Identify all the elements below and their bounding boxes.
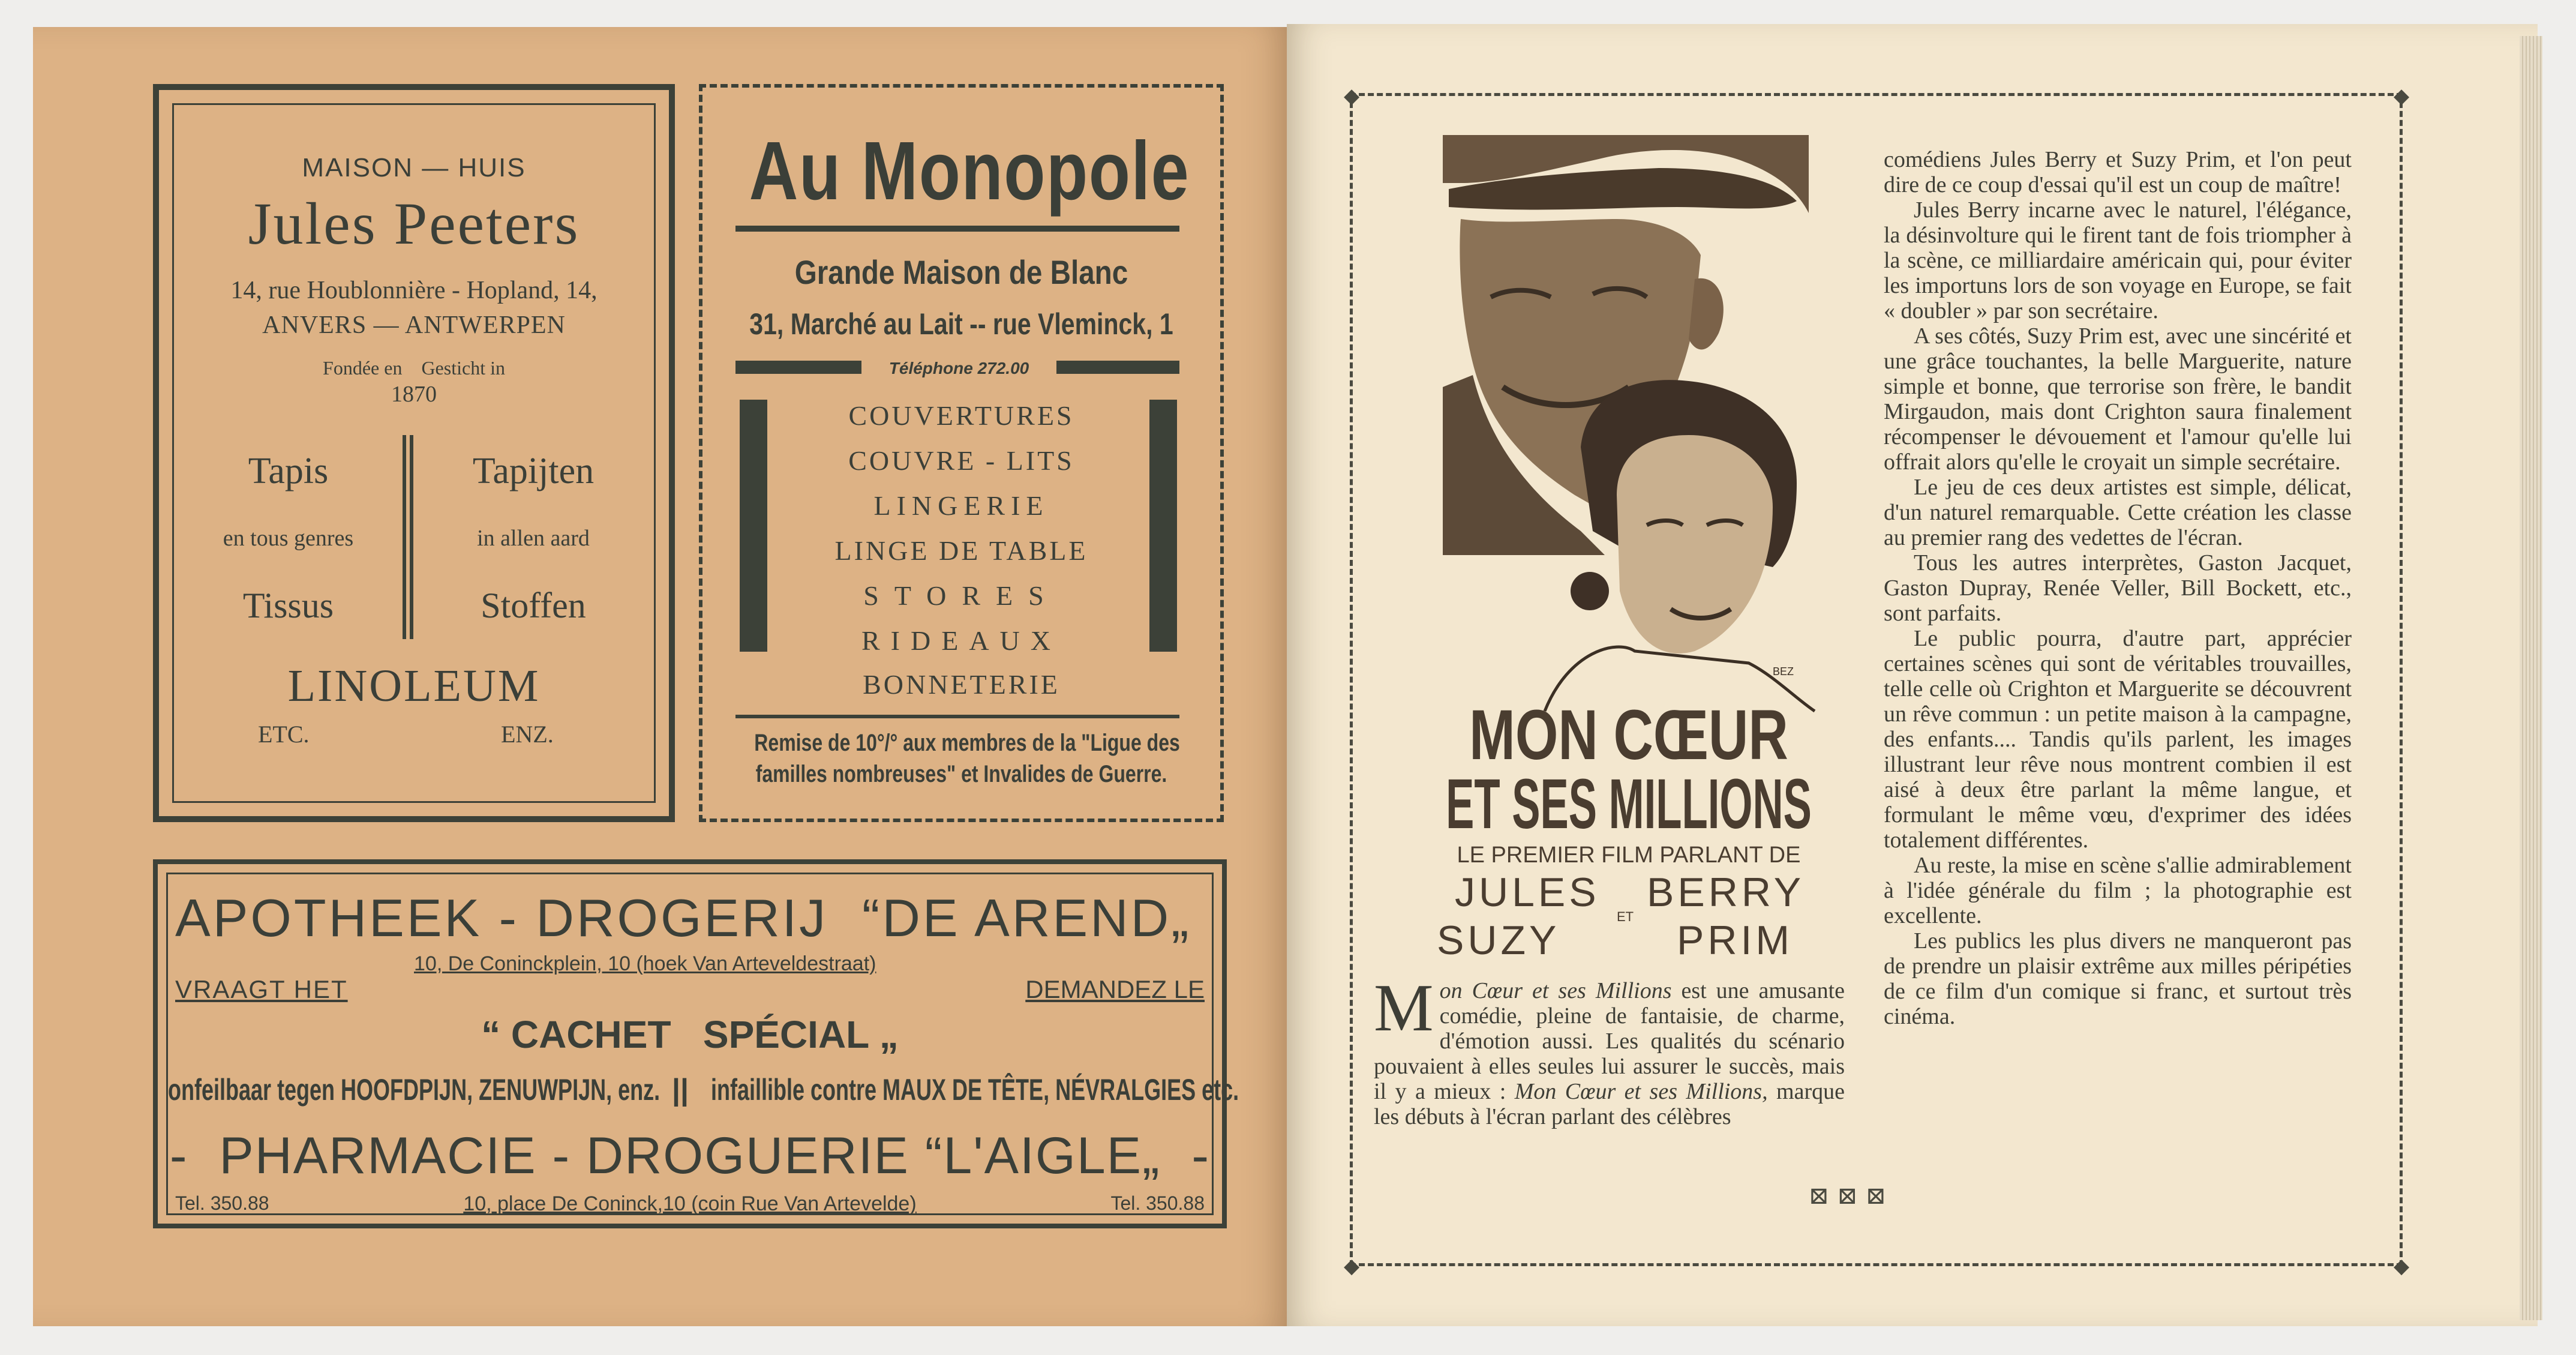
monopole-phone-bar-right: [1056, 361, 1179, 374]
monopole-item-rideaux: RIDEAUX: [861, 625, 1061, 656]
peeters-linoleum: LINOLEUM: [287, 661, 541, 711]
monopole-rule-top: [735, 226, 1179, 232]
peeters-tous-genres: en tous genres: [223, 526, 354, 551]
article-paragraph: Jules Berry incarne avec le naturel, l'élégance, la désinvolture qui le firent tant de fois triompher à la scène, ce milliardaire américain qui, pour éviter les importuns lors de son voyage en Europe, se fait « doubler » par son secrétaire.: [1884, 197, 2352, 323]
poster-actor-1b: BERRY: [1647, 870, 1805, 915]
arend-demandez: DEMANDEZ LE: [1025, 975, 1205, 1003]
peeters-name: Jules Peeters: [248, 190, 580, 257]
ad-de-arend: [153, 859, 1239, 1228]
article-intro: [1374, 971, 1845, 1129]
monopole-item-couvertures: COUVERTURES: [848, 400, 1074, 431]
corner-ornament-br: ◆: [2394, 1254, 2410, 1278]
poster-actor-2b: PRIM: [1677, 918, 1793, 963]
monopole-item-bonneterie: BONNETERIE: [863, 669, 1060, 700]
article-paragraph: comédiens Jules Berry et Suzy Prim, et l'on peut dire de ce coup d'essai qu'il est un coup de maître!: [1884, 147, 2352, 197]
monopole-item-lingerie: LINGERIE: [873, 490, 1049, 521]
poster-title-line-1: MON CŒUR: [1469, 696, 1788, 775]
poster-signature: BEZ: [1773, 665, 1794, 678]
peeters-enz: ENZ.: [501, 721, 554, 748]
ad-jules-peeters: [153, 84, 675, 822]
monopole-rule-bottom: [735, 715, 1179, 718]
monopole-phone-bar-left: [735, 361, 861, 374]
film-poster: [1437, 135, 1821, 963]
poster-et: ET: [1617, 909, 1634, 924]
arend-cachet: “ CACHET SPÉCIAL „: [481, 1013, 899, 1056]
corner-ornament-bl: ◆: [1344, 1254, 1360, 1278]
article-paragraph: Le public pourra, d'autre part, apprécier certaines scènes qui sont de véritables trouvailles, telle celle où Crighton et Marguerite se découvrent un rêve commun : un petite maison à la campagne, des enfants.... Tandis qu'ils parlent, les images illustrant leur rêve nous montrent combien il est aisé à deux être parlant la même langue, et formulant le même vœu, d'exprimer des idées totalement différentes.: [1884, 626, 2352, 853]
article-paragraph: Le jeu de ces deux artistes est simple, délicat, d'un naturel remarquable. Cette création les classe au premier rang des vedettes de l'écran.: [1884, 475, 2352, 550]
monopole-item-linge-de-table: LINGE DE TABLE: [834, 535, 1088, 566]
monopole-item-couvre-lits: COUVRE - LITS: [848, 445, 1074, 476]
arend-separator: ||: [672, 1073, 689, 1107]
monopole-address: 31, Marché au Lait -- rue Vleminck, 1: [749, 307, 1173, 341]
article-intro-end: marque les débuts à l'écran parlant des célèbres: [1374, 1079, 1845, 1129]
article-intro-italic-2: Mon Cœur et ses Millions,: [1514, 1079, 1768, 1104]
poster-tagline: LE PREMIER FILM PARLANT DE: [1457, 843, 1801, 868]
corner-ornament-tl: ◆: [1344, 84, 1360, 108]
peeters-stoffen: Stoffen: [481, 586, 586, 625]
ad-au-monopole: [699, 84, 1224, 822]
arend-pharmacie: - PHARMACIE - DROGUERIE “L'AIGLE„ -: [169, 1127, 1211, 1185]
arend-tel-left: Tel. 350.88: [175, 1192, 269, 1214]
peeters-etc: ETC.: [258, 721, 310, 748]
article-paragraph: Les publics les plus divers ne manqueront pas de prendre un plaisir extrême aux milles péripéties de ce film d'un comique si franc, et surtout très cinéma.: [1884, 928, 2352, 1029]
monopole-phone: Téléphone 272.00: [888, 359, 1029, 377]
monopole-side-bar-left: [740, 400, 767, 652]
peeters-tapijten: Tapijten: [472, 451, 595, 491]
article-intro-text: est une amusante comédie, pleine de fantaisie, de charme, d'émotion aussi. Les qualités du scénario pouvaient à elles seules lui assurer le succès, mais il y a mieux :: [1374, 978, 1845, 1104]
article-end-ornament: ⊠⊠⊠: [1809, 1182, 1895, 1210]
page-edges: [2520, 36, 2542, 1320]
peeters-tissus: Tissus: [242, 586, 334, 625]
ad-peeters-inner-border: [172, 103, 656, 803]
article-paragraph: A ses côtés, Suzy Prim est, avec une sincérité et une grâce touchantes, la belle Marguerite, nature simple et bonne, que terrorise son frère, le bandit Mirgaudon, mais dont Crighton saura finalement récompenser le dévouement et l'amour qu'elle lui offrait alors qu'elle le croyait un simple secrétaire.: [1884, 323, 2352, 475]
article-intro-italic: on Cœur et ses Millions: [1439, 978, 1672, 1003]
arend-claim-nl: onfeilbaar tegen HOOFDPIJN, ZENUWPIJN, enz.: [168, 1073, 660, 1107]
article-column: [1884, 147, 2352, 1029]
peeters-year: 1870: [391, 382, 437, 407]
monopole-item-stores: STORES: [863, 580, 1059, 611]
peeters-founded: Fondée en Gesticht in: [323, 357, 505, 379]
poster-title-line-2: ET SES MILLIONS: [1446, 764, 1812, 844]
peeters-address: 14, rue Houblonnière - Hopland, 14,: [230, 277, 598, 304]
peeters-allen-aard: in allen aard: [477, 526, 590, 551]
peeters-header: MAISON — HUIS: [302, 153, 526, 182]
article-dropcap: M: [1374, 971, 1434, 1045]
article-paragraph: Au reste, la mise en scène s'allie admirablement à l'idée générale du film ; la photographie est excellente.: [1884, 853, 2352, 928]
arend-vraagt: VRAAGT HET: [175, 975, 348, 1003]
monopole-side-bar-right: [1149, 400, 1177, 652]
monopole-remise-line-2: familles nombreuses" et Invalides de Guerre.: [755, 761, 1167, 787]
peeters-tapis: Tapis: [248, 451, 329, 491]
arend-claim-fr: infaillible contre MAUX DE TÊTE, NÉVRALGIES etc.: [711, 1073, 1239, 1107]
arend-address: 10, De Coninckplein, 10 (hoek Van Arteveldestraat): [414, 952, 876, 975]
article-paragraph: Tous les autres interprètes, Gaston Jacquet, Gaston Dupray, Renée Veller, Bill Bockett, etc., sont parfaits.: [1884, 550, 2352, 626]
poster-actor-1a: JULES: [1455, 870, 1600, 915]
arend-tel-right: Tel. 350.88: [1110, 1192, 1205, 1214]
monopole-remise-line-1: Remise de 10°/° aux membres de la "Ligue des: [754, 730, 1180, 756]
peeters-city: ANVERS — ANTWERPEN: [262, 311, 566, 339]
poster-actor-2a: SUZY: [1437, 918, 1560, 963]
corner-ornament-tr: ◆: [2394, 84, 2410, 108]
arend-title: APOTHEEK - DROGERIJ “DE AREND„: [175, 888, 1191, 948]
poster-illustration: [1437, 135, 1821, 963]
ad-arend-inner-border: [166, 873, 1239, 1215]
arend-address-2: 10, place De Coninck,10 (coin Rue Van Artevelde): [463, 1192, 917, 1215]
monopole-subtitle: Grande Maison de Blanc: [794, 253, 1128, 291]
monopole-title: Au Monopole: [749, 125, 1190, 217]
peeters-divider-left: [403, 435, 406, 639]
